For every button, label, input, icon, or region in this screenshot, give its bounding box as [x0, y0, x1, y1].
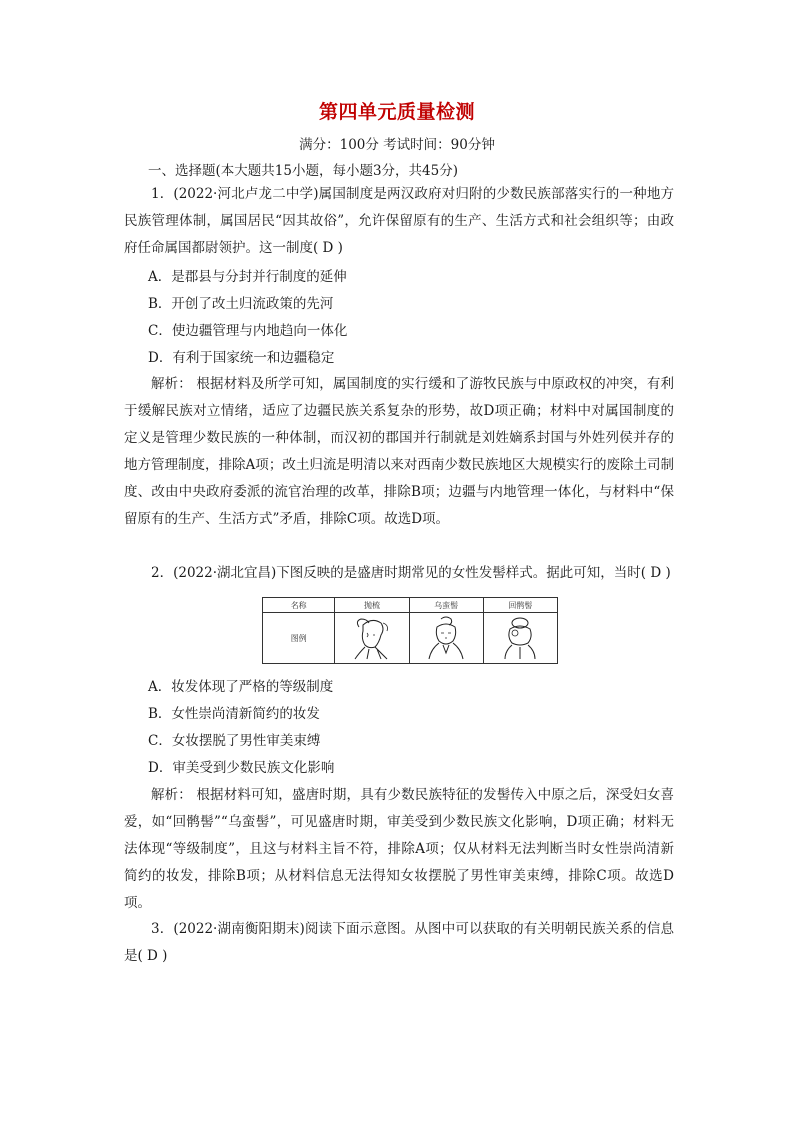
question-1-option-b: B．开创了改土归流政策的先河 — [148, 296, 334, 312]
hairstyle-figure-table — [262, 597, 558, 664]
question-2-option-a: A．妆发体现了严格的等级制度 — [148, 679, 334, 695]
question-2-stem: 2．(2022·湖北宜昌)下图反映的是盛唐时期常见的女性发髻样式。据此可知，当时( D ) — [151, 565, 671, 581]
section-heading: 一、选择题(本大题共15小题，每小题3分，共45分) — [148, 163, 458, 179]
question-1-stem: 1．(2022·河北卢龙二中学)属国制度是两汉政府对归附的少数民族部落实行的一种地方民族管理体制，属国居民“因其故俗”，允许保留原有的生产、生活方式和社会组织等；由政府任命属国都尉领护。这一制度( D ) — [124, 186, 674, 256]
question-1-option-d: D．有利于国家统一和边疆稳定 — [148, 350, 335, 366]
hairstyle-paoshu-illustration — [335, 613, 409, 664]
question-3-stem: 3．(2022·湖南衡阳期末)阅读下面示意图。从图中可以获取的有关明朝民族关系的信息是( D ) — [124, 921, 674, 964]
question-2-option-c: C．女妆摆脱了男性审美束缚 — [148, 733, 321, 749]
table-header-name: 名称 — [263, 598, 335, 613]
question-1-option-c: C．使边疆管理与内地趋向一体化 — [148, 323, 348, 339]
table-header-wumanji: 乌蛮髻 — [409, 598, 483, 613]
hairstyle-huiguji-illustration — [483, 613, 557, 664]
table-header-huiguji: 回鹘髻 — [483, 598, 557, 613]
table-header-legend: 图例 — [263, 613, 335, 664]
question-1-analysis: 解析： 根据材料及所学可知，属国制度的实行缓和了游牧民族与中原政权的冲突，有利于缓解民族对立情绪，适应了边疆民族关系复杂的形势，故D项正确；材料中对属国制度的定义是管理少数民族的一种体制，而汉初的郡国并行制就是刘姓嫡系封国与外姓列侯并存的地方管理制度，排除A项；改土归流是明清以来对西南少数民族地区大规模实行的废除土司制度、改由中央政府委派的流官治理的改革，排除B项；边疆与内地管理一体化，与材料中“保留原有的生产、生活方式”矛盾，排除C项。故选D项。 — [124, 376, 674, 527]
question-2-option-b: B．女性崇尚清新简约的妆发 — [148, 706, 320, 722]
table-header-paoshu: 抛梳 — [335, 598, 409, 613]
question-2-option-d: D．审美受到少数民族文化影响 — [148, 760, 335, 776]
page-title: 第四单元质量检测 — [318, 101, 475, 123]
question-2-analysis: 解析： 根据材料可知，盛唐时期，具有少数民族特征的发髻传入中原之后，深受妇女喜爱，如“回鹘髻”“乌蛮髻”，可见盛唐时期，审美受到少数民族文化影响，D项正确；材料无法体现“等级制度”，且这与材料主旨不符，排除A项；仅从材料无法判断当时女性崇尚清新简约的妆发，排除B项；从材料信息无法得知女妆摆脱了男性审美束缚，排除C项。故选D项。 — [124, 787, 674, 911]
exam-info: 满分：100分 考试时间：90分钟 — [299, 137, 495, 153]
question-1-option-a: A．是郡县与分封并行制度的延伸 — [148, 269, 347, 285]
hairstyle-wumanji-illustration — [409, 613, 483, 664]
